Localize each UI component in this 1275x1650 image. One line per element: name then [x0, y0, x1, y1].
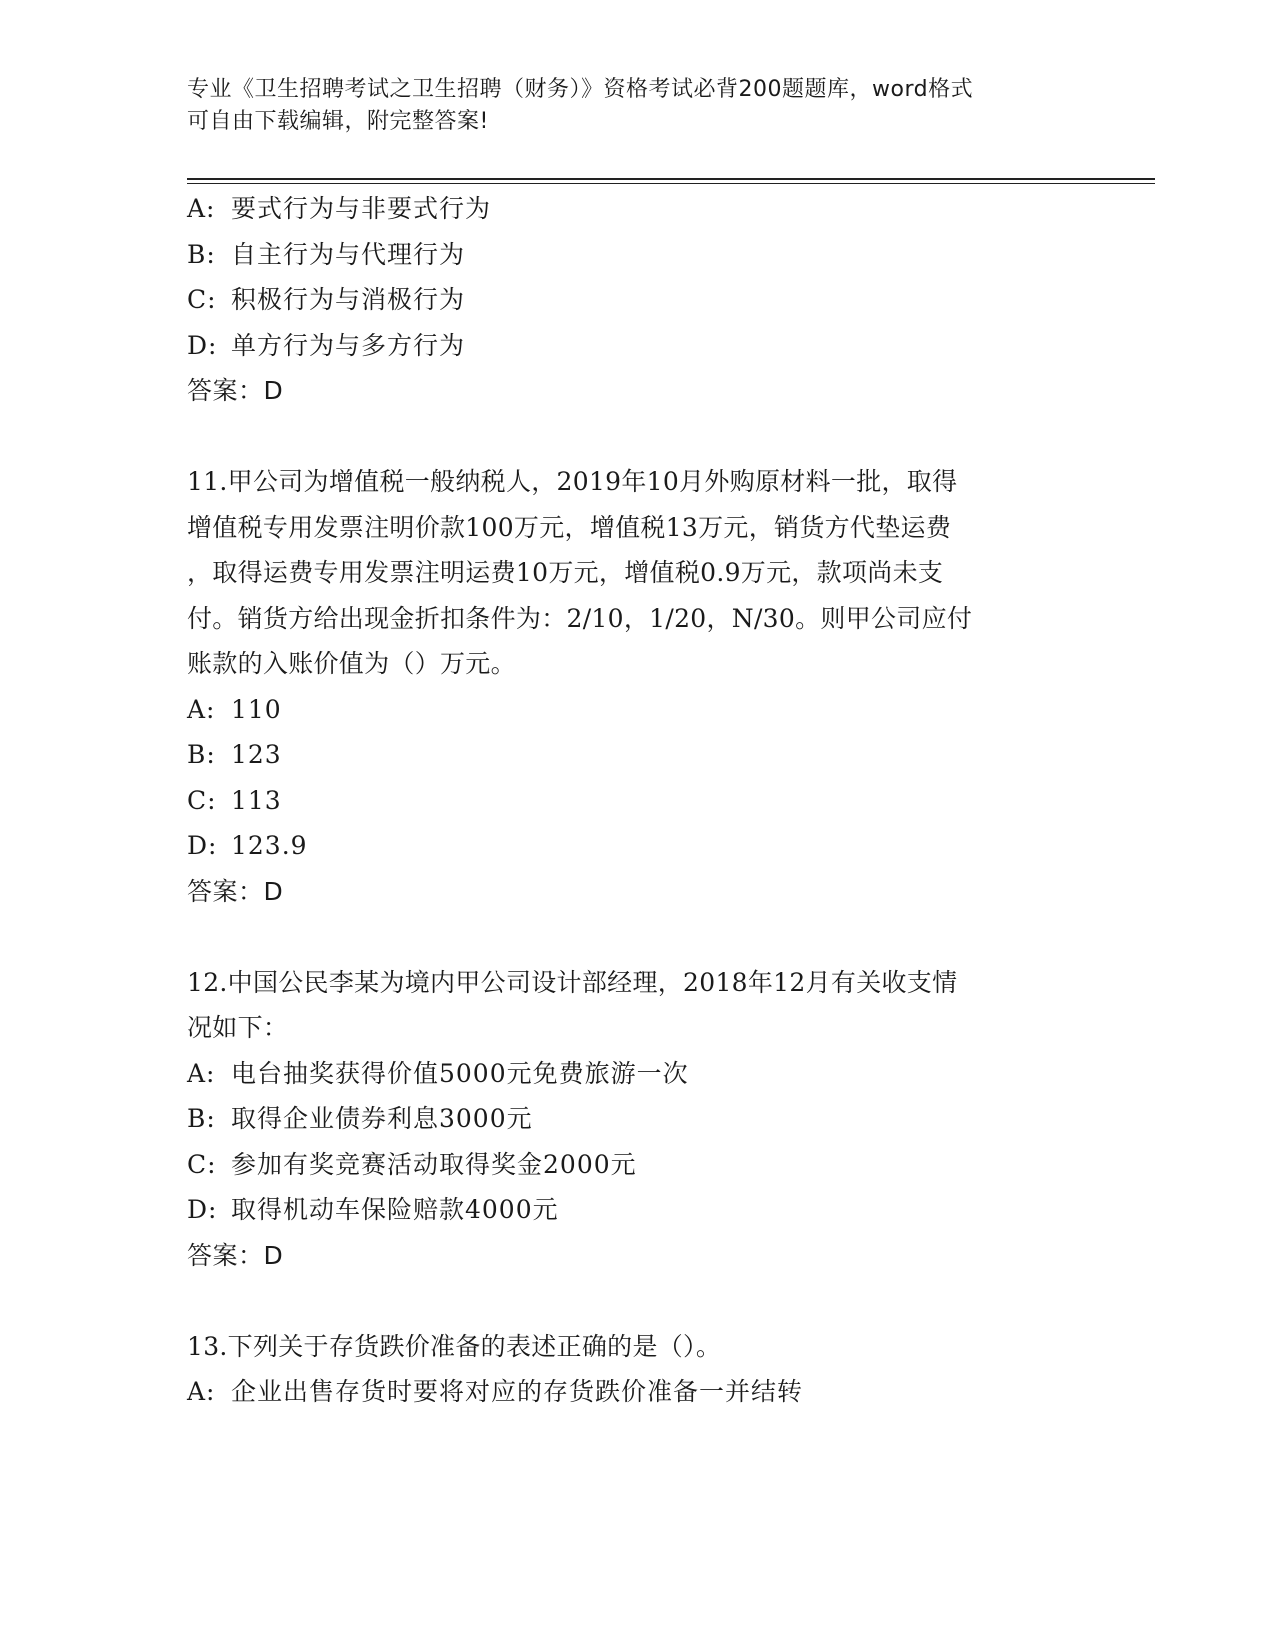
answer-line: 答案：D — [187, 376, 284, 405]
option-label: B: — [187, 239, 216, 269]
option-text: 123.9 — [231, 831, 308, 860]
option-label: A: — [187, 1058, 216, 1088]
option-label: D: — [187, 330, 218, 360]
option-label: A: — [187, 1377, 216, 1406]
option-c — [187, 277, 1087, 323]
question-10-block — [187, 186, 1087, 414]
option-label: C: — [187, 285, 217, 314]
option-c — [187, 778, 1087, 824]
option-label: D: — [187, 1195, 218, 1224]
option-d — [187, 323, 1087, 369]
question-text-line: 增值税专用发票注明价款100万元，增值税13万元，销货方代垫运费 — [187, 512, 952, 542]
option-text: 企业出售存货时要将对应的存货跌价准备一并结转 — [231, 1377, 804, 1406]
option-text: 113 — [231, 785, 282, 815]
option-a — [187, 1051, 1087, 1097]
question-text-line: 13.下列关于存货跌价准备的表述正确的是（）。 — [187, 1331, 722, 1361]
option-c — [187, 1142, 1087, 1188]
option-d — [187, 823, 1087, 869]
question-text-line: 12.中国公民李某为境内甲公司设计部经理，2018年12月有关收支情 — [187, 967, 958, 997]
question-text-line: 11.甲公司为增值税一般纳税人，2019年10月外购原材料一批，取得 — [187, 467, 958, 496]
option-text: 110 — [231, 694, 282, 724]
question-text-line: 付。销货方给出现金折扣条件为：2/10，1/20，N/30。则甲公司应付 — [187, 603, 973, 633]
spacer — [187, 1278, 1087, 1324]
question-12-block — [187, 960, 1087, 1279]
question-11-block — [187, 459, 1087, 914]
option-text: 单方行为与多方行为 — [231, 330, 466, 360]
option-a — [187, 1369, 1087, 1415]
option-d — [187, 1187, 1087, 1233]
header-rule-thick — [187, 178, 1155, 180]
question-text-line: ，取得运费专用发票注明运费10万元，增值税0.9万元，款项尚未支 — [187, 558, 944, 587]
option-text: 自主行为与代理行为 — [231, 239, 466, 269]
answer-line: 答案：D — [187, 876, 284, 906]
option-text: 取得企业债券利息3000元 — [231, 1104, 533, 1133]
option-label: C: — [187, 785, 217, 815]
option-label: C: — [187, 1149, 217, 1179]
option-text: 电台抽奖获得价值5000元免费旅游一次 — [231, 1058, 689, 1088]
option-b — [187, 1096, 1087, 1142]
option-label: B: — [187, 740, 216, 769]
option-text: 参加有奖竞赛活动取得奖金2000元 — [231, 1149, 637, 1179]
option-label: A: — [187, 694, 216, 724]
spacer — [187, 914, 1087, 960]
question-text-line: 况如下： — [187, 1013, 289, 1042]
question-13-block — [187, 1324, 1087, 1415]
option-text: 123 — [231, 740, 282, 769]
header-line-1: 专业《卫生招聘考试之卫生招聘（财务）》资格考试必背200题题库，word格式 — [187, 77, 974, 102]
header-line-2: 可自由下载编辑，附完整答案! — [187, 109, 489, 134]
document-header — [187, 74, 1067, 138]
option-text: 取得机动车保险赔款4000元 — [231, 1195, 559, 1224]
option-b — [187, 732, 1087, 778]
option-label: A: — [187, 194, 216, 223]
option-b — [187, 232, 1087, 278]
option-a — [187, 687, 1087, 733]
header-rule-thin — [187, 183, 1155, 184]
option-text: 要式行为与非要式行为 — [231, 194, 492, 223]
option-a — [187, 186, 1087, 232]
answer-line: 答案：D — [187, 1240, 284, 1270]
question-text-line: 账款的入账价值为（）万元。 — [187, 649, 516, 678]
option-label: D: — [187, 831, 218, 860]
option-text: 积极行为与消极行为 — [231, 285, 466, 314]
question-content — [187, 186, 1087, 1415]
option-label: B: — [187, 1104, 216, 1133]
spacer — [187, 414, 1087, 460]
